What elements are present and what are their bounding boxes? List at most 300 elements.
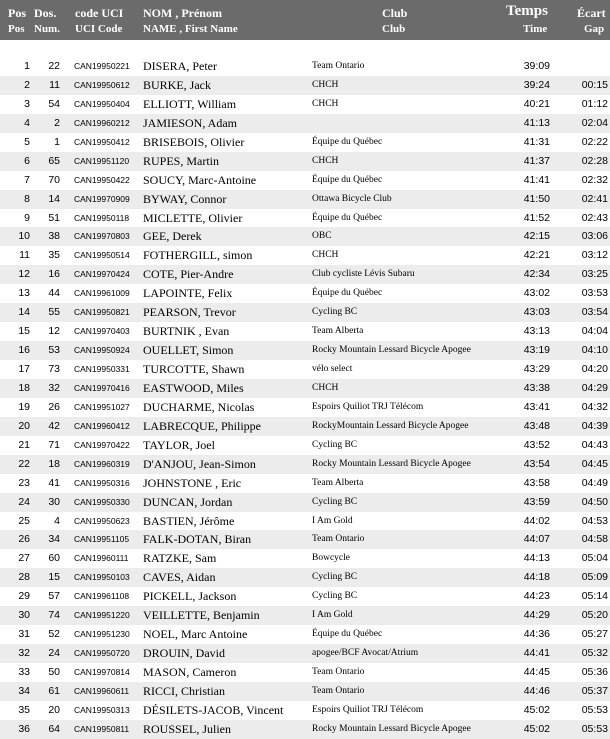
gap-cell: 04:29 [581,381,608,394]
bib-number-cell: 24 [48,647,60,660]
club-cell: Team Alberta [312,326,364,337]
time-cell: 42:15 [523,230,550,243]
gap-cell: 03:53 [581,287,608,300]
table-row [0,133,610,152]
gap-cell: 04:39 [581,419,608,432]
uci-code-cell: CAN19950924 [74,345,130,356]
table-row [0,512,610,531]
club-cell: Bowcycle [312,553,350,564]
club-cell: CHCH [312,382,339,393]
table-row [0,530,610,549]
table-row [0,322,610,341]
table-row [0,568,610,587]
header-club: Club [382,6,408,20]
position-cell: 23 [18,476,30,489]
rider-name-cell: BURKE, Jack [143,77,211,92]
position-cell: 5 [24,135,30,148]
rider-name-cell: RICCI, Christian [143,683,226,698]
table-row [0,341,610,360]
time-cell: 45:02 [523,722,550,735]
table-row [0,720,610,739]
table-row [0,398,610,417]
table-row [0,209,610,228]
position-cell: 28 [18,571,30,584]
club-cell: apogee/BCF Avocat/Atrium [312,648,419,659]
table-row [0,360,610,379]
position-cell: 3 [24,97,30,110]
time-cell: 44:07 [523,533,550,546]
time-cell: 44:46 [523,684,550,697]
position-cell: 1 [24,60,30,72]
time-cell: 43:54 [523,457,550,470]
club-cell: Team Ontario [312,667,365,677]
gap-cell: 04:10 [581,344,608,357]
table-row [0,303,610,322]
time-cell: 40:21 [523,97,550,110]
position-cell: 20 [18,419,30,432]
header-temps: Temps [506,3,548,19]
bib-number-cell: 18 [48,457,60,470]
uci-code-cell: CAN19961108 [74,591,130,602]
table-row [0,114,610,133]
club-cell: Équipe du Québec [312,136,383,147]
time-cell: 41:13 [523,116,550,129]
table-row [0,436,610,455]
club-cell: Rocky Mountain Lessard Bicycle Apogee [312,458,471,469]
bib-number-cell: 11 [49,78,60,91]
gap-cell: 04:43 [581,438,608,451]
rider-name-cell: ELLIOTT, William [143,96,237,111]
position-cell: 13 [18,287,30,300]
rider-name-cell: COTE, Pier-Andre [143,267,234,282]
bib-number-cell: 74 [48,609,60,622]
table-row [0,455,610,474]
header-dos: Dos. [34,6,57,20]
gap-cell: 04:45 [581,457,608,470]
position-cell: 22 [18,457,30,470]
rider-name-cell: ROUSSEL, Julien [143,721,232,736]
club-cell: Team Ontario [312,685,365,696]
rider-name-cell: DROUIN, David [143,646,225,661]
bib-number-cell: 55 [48,306,60,319]
rider-name-cell: RATZKE, Sam [143,551,217,566]
bib-number-cell: 12 [48,325,60,338]
time-cell: 43:59 [523,495,550,508]
club-cell: Rocky Mountain Lessard Bicycle Apogee [312,345,471,356]
rider-name-cell: OUELLET, Simon [143,343,234,358]
club-cell: Espoirs Quiliot TRJ Télécom [312,401,424,412]
bib-number-cell: 41 [48,476,60,489]
time-cell: 41:37 [523,154,550,167]
time-cell: 44:29 [523,609,550,622]
uci-code-cell: CAN19970416 [74,382,130,393]
rider-name-cell: MASON, Cameron [143,665,237,679]
rider-name-cell: RUPES, Martin [143,153,220,168]
bib-number-cell: 61 [48,684,60,697]
uci-code-cell: CAN19950412 [74,136,130,147]
bib-number-cell: 16 [48,268,60,281]
gap-cell: 02:28 [581,154,608,167]
bib-number-cell: 14 [48,192,60,205]
club-cell: Cycling BC [312,439,358,450]
uci-code-cell: CAN19970814 [74,667,130,677]
header-gap-en: Gap [584,23,605,35]
club-cell: Team Alberta [312,477,364,488]
bib-number-cell: 38 [48,230,60,243]
bib-number-cell: 1 [54,135,60,148]
gap-cell: 04:20 [581,363,608,375]
club-cell: Équipe du Québec [312,174,383,185]
time-cell: 41:52 [523,211,550,224]
gap-cell: 02:22 [581,135,608,148]
gap-cell: 03:06 [581,230,608,243]
gap-cell: 05:04 [581,552,608,565]
bib-number-cell: 54 [48,97,60,110]
table-row [0,379,610,398]
uci-code-cell: CAN19970909 [74,193,130,204]
rider-name-cell: D'ANJOU, Jean-Simon [143,456,256,471]
time-cell: 44:45 [523,666,550,678]
table-row [0,474,610,493]
uci-code-cell: CAN19951105 [74,534,130,545]
uci-code-cell: CAN19950514 [74,250,130,261]
position-cell: 34 [18,684,30,697]
position-cell: 27 [18,552,30,565]
rider-name-cell: BYWAY, Connor [143,191,227,206]
position-cell: 6 [24,154,30,167]
uci-code-cell: CAN19951120 [74,155,130,166]
gap-cell: 03:12 [581,249,608,262]
club-cell: I Am Gold [312,515,353,526]
bib-number-cell: 50 [48,666,60,678]
bib-number-cell: 2 [54,116,60,129]
rider-name-cell: CAVES, Aidan [143,570,216,585]
club-cell: Ottawa Bicycle Club [312,193,392,204]
club-cell: Rocky Mountain Lessard Bicycle Apogee [312,723,471,734]
club-cell: Team Ontario [312,61,365,71]
club-cell: OBC [312,231,332,242]
table-row [0,625,610,644]
table-row [0,701,610,720]
time-cell: 43:48 [523,419,550,432]
bib-number-cell: 34 [48,533,60,546]
uci-code-cell: CAN19970424 [74,269,130,280]
position-cell: 33 [18,666,30,678]
gap-cell: 05:09 [581,571,608,584]
position-cell: 2 [24,78,30,91]
time-cell: 44:02 [523,514,550,527]
position-cell: 10 [18,230,30,243]
table-row [0,246,610,265]
club-cell: Cycling BC [312,496,358,507]
position-cell: 21 [18,438,30,451]
bib-number-cell: 35 [48,249,60,262]
uci-code-cell: CAN19950313 [74,704,130,715]
rider-name-cell: LABRECQUE, Philippe [143,418,262,433]
club-cell: Cycling BC [312,591,358,602]
header-code-uci: code UCI [75,6,124,20]
rider-name-cell: BURTNIK , Evan [143,324,230,339]
header-pos-en: Pos [8,23,25,35]
uci-code-cell: CAN19950720 [74,648,130,659]
rider-name-cell: DUCHARME, Nicolas [143,399,255,414]
position-cell: 26 [18,533,30,546]
table-row [0,227,610,246]
gap-cell: 05:53 [581,722,608,735]
rider-name-cell: GEE, Derek [143,229,202,244]
bib-number-cell: 71 [48,438,60,451]
gap-cell: 03:54 [581,306,608,319]
bib-number-cell: 52 [48,628,60,641]
bib-number-cell: 15 [48,571,60,584]
bib-number-cell: 65 [48,154,60,167]
position-cell: 32 [18,647,30,660]
position-cell: 19 [18,400,30,413]
rider-name-cell: VEILLETTE, Benjamin [143,608,260,623]
time-cell: 43:29 [523,363,550,375]
club-cell: CHCH [312,155,339,166]
results-header [0,0,610,40]
position-cell: 14 [18,306,30,319]
rider-name-cell: TURCOTTE, Shawn [143,362,245,376]
club-cell: CHCH [312,79,339,90]
table-row [0,549,610,568]
position-cell: 11 [19,249,30,262]
club-cell: Club cycliste Lévis Subaru [312,269,415,280]
club-cell: Équipe du Québec [312,288,383,299]
table-row [0,644,610,663]
bib-number-cell: 22 [48,60,60,72]
time-cell: 39:09 [523,60,550,72]
uci-code-cell: CAN19960412 [74,420,130,431]
results-table [0,57,610,739]
header-club-en: Club [382,23,406,35]
rider-name-cell: JAMIESON, Adam [143,115,238,130]
uci-code-cell: CAN19950330 [74,496,130,507]
bib-number-cell: 26 [48,400,60,413]
uci-code-cell: CAN19960111 [74,553,129,564]
rider-name-cell: NOEL, Marc Antoine [143,627,248,642]
table-row [0,587,610,606]
table-row [0,190,610,209]
club-cell: Espoirs Quiliot TRJ Télécom [312,704,424,715]
time-cell: 41:41 [523,173,550,186]
bib-number-cell: 4 [54,514,60,527]
gap-cell: 04:53 [581,514,608,527]
bib-number-cell: 53 [48,344,60,357]
club-cell: Team Ontario [312,534,365,545]
rider-name-cell: DISERA, Peter [143,59,217,73]
uci-code-cell: CAN19950404 [74,98,130,109]
position-cell: 12 [18,268,30,281]
uci-code-cell: CAN19970422 [74,439,130,450]
header-nom-prenom: NOM , Prénom [143,6,222,20]
uci-code-cell: CAN19950612 [74,79,130,90]
bib-number-cell: 30 [48,495,60,508]
gap-cell: 04:50 [581,495,608,508]
header-num-en: Num. [34,23,60,35]
rider-name-cell: TAYLOR, Joel [143,437,215,452]
time-cell: 43:41 [523,400,550,413]
gap-cell: 00:15 [581,78,608,91]
time-cell: 44:23 [523,590,550,603]
position-cell: 7 [24,173,30,186]
bib-number-cell: 60 [48,552,60,565]
header-ecart: Écart [577,6,606,20]
uci-code-cell: CAN19960212 [74,117,130,128]
rider-name-cell: PEARSON, Trevor [143,305,236,320]
position-cell: 25 [18,514,30,527]
rider-name-cell: DÉSILETS-JACOB, Vincent [143,702,284,717]
time-cell: 41:31 [523,135,550,148]
rider-name-cell: SOUCY, Marc-Antoine [143,172,257,187]
gap-cell: 05:20 [581,609,608,622]
time-cell: 45:02 [523,703,550,716]
uci-code-cell: CAN19961009 [74,288,130,299]
uci-code-cell: CAN19960611 [74,685,130,696]
position-cell: 15 [18,325,30,338]
uci-code-cell: CAN19950103 [74,572,130,583]
time-cell: 43:19 [523,344,550,357]
rider-name-cell: FOTHERGILL, simon [143,248,253,263]
time-cell: 43:02 [523,287,550,300]
gap-cell: 02:32 [581,173,608,186]
position-cell: 16 [18,344,30,357]
rider-name-cell: MICLETTE, Olivier [143,210,243,225]
position-cell: 29 [18,590,30,603]
club-cell: Cycling BC [312,307,358,318]
gap-cell: 02:41 [581,192,608,205]
bib-number-cell: 70 [48,173,60,186]
gap-cell: 02:43 [581,211,608,224]
rider-name-cell: DUNCAN, Jordan [143,494,233,509]
gap-cell: 05:36 [581,666,608,678]
time-cell: 43:52 [523,438,550,451]
table-row [0,265,610,284]
header-pos: Pos [8,6,26,20]
position-cell: 18 [18,381,30,394]
time-cell: 41:50 [523,192,550,205]
table-row [0,171,610,190]
position-cell: 8 [24,192,30,205]
position-cell: 17 [18,363,30,375]
uci-code-cell: CAN19951230 [74,629,130,640]
uci-code-cell: CAN19970803 [74,231,130,242]
gap-cell: 03:25 [581,268,608,281]
gap-cell: 05:14 [581,590,608,603]
time-cell: 43:03 [523,306,550,319]
table-row [0,663,610,682]
uci-code-cell: CAN19951220 [74,610,130,621]
bib-number-cell: 64 [48,722,60,735]
gap-cell: 05:27 [581,628,608,641]
gap-cell: 04:32 [581,400,608,413]
bib-number-cell: 20 [48,703,60,716]
time-cell: 44:41 [523,647,550,660]
table-row [0,417,610,436]
club-cell: CHCH [312,250,339,261]
table-row [0,606,610,625]
club-cell: vélo select [312,364,353,374]
club-cell: Équipe du Québec [312,212,383,223]
rider-name-cell: BRISEBOIS, Olivier [143,134,245,149]
bib-number-cell: 73 [48,363,60,375]
bib-number-cell: 32 [48,381,60,394]
table-row [0,493,610,512]
table-row [0,95,610,114]
uci-code-cell: CAN19950221 [74,61,130,71]
uci-code-cell: CAN19950821 [74,307,130,318]
rider-name-cell: FALK-DOTAN, Biran [143,532,252,547]
time-cell: 43:58 [523,476,550,489]
uci-code-cell: CAN19950118 [74,212,130,223]
club-cell: Cycling BC [312,572,358,583]
position-cell: 36 [18,722,30,735]
club-cell: RockyMountain Lessard Bicycle Apogee [312,420,469,431]
club-cell: CHCH [312,98,339,109]
time-cell: 44:36 [523,628,550,641]
gap-cell: 05:32 [581,647,608,660]
table-row [0,284,610,303]
time-cell: 43:38 [523,381,550,394]
bib-number-cell: 42 [48,419,60,432]
uci-code-cell: CAN19950331 [74,364,130,374]
table-row [0,152,610,171]
position-cell: 30 [18,609,30,622]
bib-number-cell: 57 [48,590,60,603]
uci-code-cell: CAN19950316 [74,477,130,488]
uci-code-cell: CAN19950623 [74,515,130,526]
table-row [0,57,610,76]
position-cell: 9 [24,211,30,224]
uci-code-cell: CAN19951027 [74,401,130,412]
uci-code-cell: CAN19950422 [74,174,130,185]
header-name-en: NAME , First Name [143,23,238,35]
time-cell: 44:18 [523,571,550,584]
rider-name-cell: PICKELL, Jackson [143,589,237,604]
time-cell: 42:21 [523,249,550,262]
time-cell: 42:34 [523,268,550,281]
rider-name-cell: BASTIEN, Jérôme [143,513,235,528]
gap-cell: 04:49 [581,476,608,489]
uci-code-cell: CAN19960319 [74,458,130,469]
rider-name-cell: EASTWOOD, Miles [143,380,244,395]
header-uci-code-en: UCI Code [75,23,123,35]
rider-name-cell: JOHNSTONE , Eric [143,475,242,490]
gap-cell: 05:37 [581,684,608,697]
bib-number-cell: 51 [48,211,60,224]
gap-cell: 01:12 [581,97,608,110]
time-cell: 39:24 [523,78,550,91]
time-cell: 44:13 [523,552,550,565]
gap-cell: 04:04 [581,325,608,338]
uci-code-cell: CAN19970403 [74,326,130,337]
club-cell: Équipe du Québec [312,629,383,640]
table-row [0,76,610,95]
table-row [0,682,610,701]
position-cell: 31 [18,628,30,641]
rider-name-cell: LAPOINTE, Felix [143,286,233,301]
header-time-en: Time [523,23,548,35]
gap-cell: 04:58 [581,533,608,546]
gap-cell: 05:53 [581,703,608,716]
bib-number-cell: 44 [48,287,60,300]
position-cell: 24 [18,495,30,508]
club-cell: I Am Gold [312,610,353,621]
gap-cell: 02:04 [581,116,608,129]
position-cell: 35 [18,703,30,716]
uci-code-cell: CAN19950811 [74,723,130,734]
